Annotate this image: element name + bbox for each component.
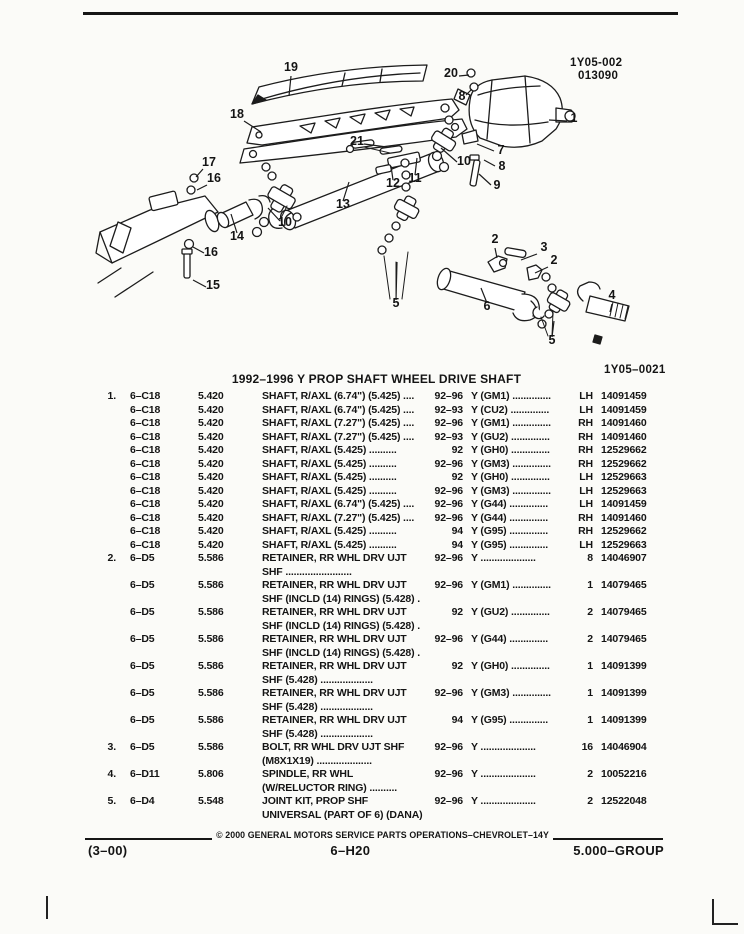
cell-qty: 16 xyxy=(581,741,593,753)
cell-part: 14091459 xyxy=(601,390,647,402)
cell-qty: RH xyxy=(578,511,593,524)
cell-description: RETAINER, RR WHL DRV UJT SHF (INCLD (14) RINGS) (5.428) . xyxy=(262,633,420,659)
callout-label: 19 xyxy=(284,60,298,74)
cell-grp: 5.586 xyxy=(198,579,224,591)
cell-part: 12529662 xyxy=(601,457,647,470)
cell-qty: LH xyxy=(579,471,593,483)
cell-use: Y (GM3) .............. xyxy=(471,687,551,699)
cell-use: Y .................... xyxy=(471,552,536,564)
cell-part: 14091460 xyxy=(601,417,647,429)
cell-item: 1. xyxy=(107,390,116,402)
cell-description: SHAFT, R/AXL (5.425) .......... xyxy=(262,538,397,551)
callout-label: 4 xyxy=(608,288,616,302)
cell-loc: 6–C18 xyxy=(130,390,161,402)
callout-label: 20 xyxy=(444,66,458,80)
cell-loc: 6–C18 xyxy=(130,525,161,537)
cell-qty: 2 xyxy=(587,795,593,807)
table-row xyxy=(92,512,672,526)
cell-grp: 5.420 xyxy=(198,525,224,537)
figure-id: 1Y05–0021 xyxy=(604,364,666,376)
cell-qty: 8 xyxy=(587,552,593,564)
cell-part: 14091399 xyxy=(601,714,647,726)
table-row xyxy=(92,444,672,458)
cell-part: 14091459 xyxy=(601,403,647,416)
cell-loc: 6–D5 xyxy=(130,606,155,618)
crop-mark-bottom-left xyxy=(46,896,48,919)
cell-description: RETAINER, RR WHL DRV UJT SHF (INCLD (14) RINGS) (5.428) . xyxy=(262,579,420,605)
cell-use: Y .................... xyxy=(471,741,536,753)
cell-yrs: 92–96 xyxy=(434,795,463,807)
callout-label: 15 xyxy=(206,278,220,292)
callout-leader xyxy=(479,174,491,185)
cell-loc: 6–C18 xyxy=(130,430,161,443)
cell-qty: 2 xyxy=(587,606,593,618)
cell-qty: 2 xyxy=(587,633,593,645)
table-row xyxy=(92,471,672,485)
cell-qty: 1 xyxy=(587,687,593,699)
cell-use: Y (GH0) .............. xyxy=(471,660,550,672)
cell-grp: 5.548 xyxy=(198,795,224,807)
cell-grp: 5.586 xyxy=(198,741,224,753)
cell-part: 14046907 xyxy=(601,552,647,564)
cell-description: SHAFT, R/AXL (5.425) .......... xyxy=(262,484,397,497)
cell-use: Y (G44) .............. xyxy=(471,633,549,645)
cell-qty: RH xyxy=(578,417,593,429)
cell-yrs: 94 xyxy=(451,538,463,551)
cell-item: 5. xyxy=(107,795,116,807)
cell-description: SHAFT, R/AXL (5.425) .......... xyxy=(262,471,397,483)
cell-yrs: 92 xyxy=(451,471,463,483)
cell-description: SHAFT, R/AXL (6.74") (5.425) .... xyxy=(262,403,415,416)
cell-use: Y (GH0) .............. xyxy=(471,444,550,456)
cell-description: RETAINER, RR WHL DRV UJT SHF ........................ xyxy=(262,552,407,578)
cell-loc: 6–D11 xyxy=(130,768,160,780)
cell-grp: 5.420 xyxy=(198,430,224,443)
cell-grp: 5.420 xyxy=(198,457,224,470)
table-row xyxy=(92,795,672,822)
cell-grp: 5.420 xyxy=(198,511,224,524)
cell-use: Y (GM1) .............. xyxy=(471,390,551,402)
cell-yrs: 92–96 xyxy=(434,417,463,429)
callout-label: 10 xyxy=(278,215,292,229)
cell-loc: 6–C18 xyxy=(130,457,161,470)
cell-part: 12529663 xyxy=(601,538,647,551)
cell-qty: LH xyxy=(579,484,593,497)
cell-use: Y (G95) .............. xyxy=(471,714,549,726)
callout-label: 1 xyxy=(570,111,578,125)
cell-use: Y (G44) .............. xyxy=(471,498,549,510)
cell-part: 14091460 xyxy=(601,430,647,443)
table-row xyxy=(92,417,672,431)
cell-loc: 6–C18 xyxy=(130,444,161,456)
cell-grp: 5.420 xyxy=(198,538,224,551)
callout-label: 8 xyxy=(498,159,506,173)
table-row xyxy=(92,498,672,512)
cell-yrs: 92 xyxy=(451,444,463,456)
table-title: 1992–1996 Y PROP SHAFT WHEEL DRIVE SHAFT xyxy=(231,372,522,386)
cell-qty: 2 xyxy=(587,768,593,780)
footer-rule-right xyxy=(553,838,663,840)
cell-description: SHAFT, R/AXL (5.425) .......... xyxy=(262,444,397,456)
cell-grp: 5.586 xyxy=(198,714,224,726)
footer-rule-left xyxy=(85,838,212,840)
table-row xyxy=(92,768,672,795)
cell-loc: 6–C18 xyxy=(130,471,161,483)
cell-yrs: 92–93 xyxy=(434,430,463,443)
callout-label: 6 xyxy=(483,299,491,313)
cell-loc: 6–D5 xyxy=(130,633,155,645)
cell-grp: 5.586 xyxy=(198,687,224,699)
cell-use: Y (GM1) .............. xyxy=(471,579,551,591)
cell-yrs: 92–96 xyxy=(434,511,463,524)
cell-part: 14091399 xyxy=(601,687,647,699)
cell-yrs: 92–96 xyxy=(434,741,463,753)
cell-part: 12522048 xyxy=(601,795,647,807)
cell-yrs: 92–96 xyxy=(434,633,463,645)
cell-grp: 5.420 xyxy=(198,403,224,416)
diagram-id-line2: 013090 xyxy=(578,70,619,82)
cell-grp: 5.420 xyxy=(198,444,224,456)
table-row xyxy=(92,525,672,539)
cell-loc: 6–D5 xyxy=(130,660,155,672)
cell-loc: 6–D5 xyxy=(130,714,155,726)
cell-part: 10052216 xyxy=(601,768,647,780)
cell-qty: 1 xyxy=(587,714,593,726)
crop-mark-bottom-right xyxy=(712,899,714,925)
leaf-spring xyxy=(252,65,427,104)
cell-yrs: 92–96 xyxy=(434,687,463,699)
table-row xyxy=(92,552,672,579)
callout-label: 12 xyxy=(386,176,400,190)
cell-part: 14091460 xyxy=(601,511,647,524)
cell-description: BOLT, RR WHL DRV UJT SHF (M8X1X19) .................... xyxy=(262,741,405,767)
table-row xyxy=(92,660,672,687)
cell-grp: 5.420 xyxy=(198,471,224,483)
cell-yrs: 94 xyxy=(451,714,463,726)
callout-label: 17 xyxy=(202,155,216,169)
cell-qty: 1 xyxy=(587,579,593,591)
cell-qty: LH xyxy=(579,538,593,551)
footer-row xyxy=(88,843,664,858)
cell-qty: RH xyxy=(578,444,593,456)
cell-yrs: 92–96 xyxy=(434,484,463,497)
callout-label: 5 xyxy=(392,296,400,310)
prop-shaft xyxy=(283,154,442,228)
cell-part: 12529662 xyxy=(601,525,647,537)
table-row xyxy=(92,687,672,714)
table-row xyxy=(92,633,672,660)
parts-table xyxy=(92,372,672,822)
differential-carrier xyxy=(469,76,562,147)
cell-use: Y (GH0) .............. xyxy=(471,471,550,483)
table-row xyxy=(92,431,672,445)
callout-label: 5 xyxy=(548,333,556,347)
cell-yrs: 92–96 xyxy=(434,768,463,780)
cell-yrs: 92–96 xyxy=(434,579,463,591)
cell-loc: 6–C18 xyxy=(130,538,161,551)
cell-use: Y (GU2) .............. xyxy=(471,430,550,443)
cell-use: Y (GM3) .............. xyxy=(471,457,551,470)
cell-part: 14046904 xyxy=(601,741,647,753)
cell-description: SHAFT, R/AXL (5.425) .......... xyxy=(262,525,397,537)
cell-loc: 6–D4 xyxy=(130,795,155,807)
cell-yrs: 92–96 xyxy=(434,552,463,564)
callout-leader xyxy=(193,280,206,287)
cell-yrs: 92–96 xyxy=(434,390,463,402)
cell-use: Y (GM3) .............. xyxy=(471,484,551,497)
cell-description: SHAFT, R/AXL (5.425) .......... xyxy=(262,457,397,470)
cell-grp: 5.420 xyxy=(198,498,224,510)
cell-grp: 5.420 xyxy=(198,417,224,429)
callout-label: 2 xyxy=(491,232,499,246)
table-row xyxy=(92,390,672,404)
cell-use: Y (G95) .............. xyxy=(471,525,549,537)
cell-yrs: 92–96 xyxy=(434,457,463,470)
cell-yrs: 92 xyxy=(451,660,463,672)
cell-loc: 6–C18 xyxy=(130,417,161,429)
table-row xyxy=(92,404,672,418)
cell-part: 14079465 xyxy=(601,606,647,618)
parts-table-body xyxy=(92,390,672,822)
callout-label: 13 xyxy=(336,197,350,211)
copyright-row xyxy=(85,830,663,840)
cell-loc: 6–C18 xyxy=(130,498,161,510)
cell-use: Y (CU2) .............. xyxy=(471,403,550,416)
table-row xyxy=(92,539,672,553)
cell-description: RETAINER, RR WHL DRV UJT SHF (5.428) ................... xyxy=(262,687,407,713)
cell-qty: RH xyxy=(578,430,593,443)
cell-use: Y (GU2) .............. xyxy=(471,606,550,618)
cell-qty: LH xyxy=(579,390,593,402)
cell-yrs: 92 xyxy=(451,606,463,618)
footer-group: 5.000–GROUP xyxy=(573,843,664,858)
table-row xyxy=(92,458,672,472)
callout-label: 11 xyxy=(408,171,422,185)
cell-description: SPINDLE, RR WHL (W/RELUCTOR RING) .......... xyxy=(262,768,398,794)
cell-grp: 5.586 xyxy=(198,633,224,645)
cell-description: JOINT KIT, PROP SHF UNIVERSAL (PART OF 6) (DANA) xyxy=(262,795,423,821)
callout-leader xyxy=(484,160,495,166)
cell-item: 3. xyxy=(107,741,116,753)
footer-page-number: 6–H20 xyxy=(330,843,371,858)
cell-description: SHAFT, R/AXL (7.27") (5.425) .... xyxy=(262,417,415,429)
callout-label: 16 xyxy=(204,245,218,259)
cell-qty: RH xyxy=(578,525,593,537)
callout-label: 16 xyxy=(207,171,221,185)
cell-loc: 6–C18 xyxy=(130,403,161,416)
callout-leader xyxy=(196,169,203,177)
cell-qty: 1 xyxy=(587,660,593,672)
cell-grp: 5.806 xyxy=(198,768,224,780)
table-row xyxy=(92,485,672,499)
footer-date: (3–00) xyxy=(88,843,128,858)
cell-part: 14091399 xyxy=(601,660,647,672)
cell-grp: 5.586 xyxy=(198,660,224,672)
cell-description: SHAFT, R/AXL (7.27") (5.425) .... xyxy=(262,511,415,524)
cell-qty: LH xyxy=(579,498,593,510)
cell-description: RETAINER, RR WHL DRV UJT SHF (5.428) ................... xyxy=(262,714,407,740)
callout-label: 18 xyxy=(230,107,244,121)
callout-label: 3 xyxy=(540,240,548,254)
table-row xyxy=(92,714,672,741)
cell-item: 2. xyxy=(107,552,116,564)
callout-label: 8 xyxy=(458,89,466,103)
cell-description: RETAINER, RR WHL DRV UJT SHF (5.428) ................... xyxy=(262,660,407,686)
cell-loc: 6–D5 xyxy=(130,741,155,753)
callout-leader xyxy=(197,185,207,190)
diagram-id-line1: 1Y05-002 xyxy=(570,57,623,69)
cell-description: SHAFT, R/AXL (6.74") (5.425) .... xyxy=(262,498,415,510)
cell-use: Y .................... xyxy=(471,768,536,780)
cell-description: RETAINER, RR WHL DRV UJT SHF (INCLD (14) RINGS) (5.428) . xyxy=(262,606,420,632)
cell-description: SHAFT, R/AXL (7.27") (5.425) .... xyxy=(262,430,415,443)
callout-label: 21 xyxy=(350,134,364,148)
cell-grp: 5.420 xyxy=(198,484,224,497)
cell-qty: RH xyxy=(578,457,593,470)
callout-label: 9 xyxy=(493,178,501,192)
cell-yrs: 92–93 xyxy=(434,403,463,416)
callout-label: 10 xyxy=(457,154,471,168)
cell-loc: 6–D5 xyxy=(130,687,155,699)
callout-label: 14 xyxy=(230,229,244,243)
cell-part: 12529662 xyxy=(601,444,647,456)
cell-yrs: 94 xyxy=(451,525,463,537)
callout-label: 2 xyxy=(550,253,558,267)
cell-grp: 5.586 xyxy=(198,606,224,618)
cell-item: 4. xyxy=(107,768,116,780)
cell-part: 12529663 xyxy=(601,484,647,497)
cell-part: 14079465 xyxy=(601,579,647,591)
cell-use: Y (GM1) .............. xyxy=(471,417,551,429)
cell-use: Y .................... xyxy=(471,795,536,807)
cell-grp: 5.420 xyxy=(198,390,224,402)
table-row xyxy=(92,741,672,768)
copyright-text: © 2000 GENERAL MOTORS SERVICE PARTS OPERATIONS–CHEVROLET–14Y xyxy=(216,830,549,840)
callout-leader xyxy=(193,247,204,253)
callout-label: 7 xyxy=(497,143,505,157)
cell-qty: LH xyxy=(579,403,593,416)
table-row xyxy=(92,606,672,633)
cell-yrs: 92–96 xyxy=(434,498,463,510)
cell-part: 12529663 xyxy=(601,471,647,483)
cell-loc: 6–C18 xyxy=(130,484,161,497)
table-row xyxy=(92,579,672,606)
cell-loc: 6–D5 xyxy=(130,552,155,564)
crop-mark-bottom-right-h xyxy=(712,923,738,925)
exploded-parts-diagram xyxy=(0,0,744,380)
cell-loc: 6–D5 xyxy=(130,579,155,591)
cell-use: Y (G95) .............. xyxy=(471,538,549,551)
cell-description: SHAFT, R/AXL (6.74") (5.425) .... xyxy=(262,390,415,402)
cell-part: 14079465 xyxy=(601,633,647,645)
cell-part: 14091459 xyxy=(601,498,647,510)
cell-use: Y (G44) .............. xyxy=(471,511,549,524)
callout-leader xyxy=(477,144,494,151)
cell-grp: 5.586 xyxy=(198,552,224,564)
cell-loc: 6–C18 xyxy=(130,511,161,524)
